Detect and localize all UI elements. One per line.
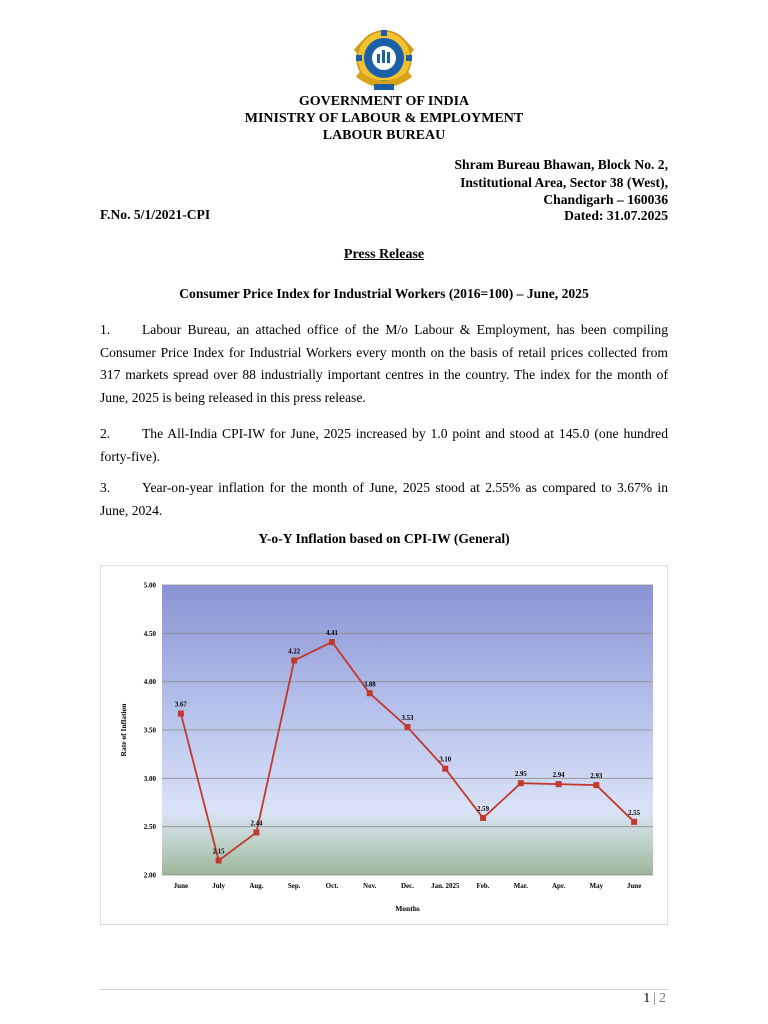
data-label: 2.44: [250, 820, 263, 828]
dated: Dated: 31.07.2025: [564, 208, 668, 223]
y-tick-label: 4.00: [143, 678, 156, 687]
y-tick-label: 5.00: [143, 581, 156, 590]
data-point-marker: [593, 782, 599, 788]
data-label: 2.15: [212, 848, 225, 856]
footer-rule: [100, 989, 668, 990]
data-label: 4.41: [326, 630, 338, 638]
y-tick-label: 4.50: [143, 629, 156, 638]
data-point-marker: [216, 858, 222, 864]
x-tick-label: Sep.: [287, 882, 301, 890]
header-government: GOVERNMENT OF INDIA: [298, 94, 470, 109]
data-point-marker: [253, 829, 259, 835]
address-line-2: Institutional Area, Sector 38 (West),: [460, 175, 668, 190]
x-tick-label: May: [589, 882, 604, 890]
data-label: 3.53: [401, 715, 414, 723]
paragraph-text: Year-on-year inflation for the month of June, 2025 stood at 2.55% as compared to 3.67% in June, 2024.: [100, 480, 668, 518]
data-point-marker: [329, 639, 335, 645]
data-point-marker: [178, 711, 184, 717]
paragraph-number: 2.: [100, 426, 111, 441]
data-point-marker: [442, 766, 448, 772]
file-number: F.No. 5/1/2021-CPI: [100, 207, 211, 222]
labour-bureau-emblem: [350, 22, 418, 94]
data-label: 2.59: [477, 805, 489, 813]
paragraph-text: Labour Bureau, an attached office of the M/o Labour & Employment, has been compiling Consumer Price Index for Industrial Workers every month on the basis of retail prices collected from 317 markets spread over 88 industrially important centres in the country. The index for the month of June, 2025 is being released in this press release.: [100, 322, 668, 405]
data-label: 3.10: [439, 756, 452, 764]
x-tick-label: Oct.: [325, 882, 339, 890]
data-point-marker: [405, 724, 411, 730]
header-bureau: LABOUR BUREAU: [322, 128, 446, 143]
x-tick-label: Jan. 2025: [431, 882, 460, 890]
data-label: 2.95: [514, 771, 527, 779]
y-axis-label: Rate of Inflation: [119, 703, 128, 757]
paragraph-2: [100, 423, 668, 468]
page-number: [643, 991, 666, 1007]
data-label: 2.93: [590, 773, 603, 781]
x-tick-label: Mar.: [513, 882, 528, 890]
header-ministry: MINISTRY OF LABOUR & EMPLOYMENT: [244, 111, 524, 126]
address-line-1: Shram Bureau Bhawan, Block No. 2,: [454, 157, 668, 172]
data-point-marker: [291, 657, 297, 663]
data-label: 4.22: [288, 648, 301, 656]
data-point-marker: [556, 781, 562, 787]
chart-heading: Y-o-Y Inflation based on CPI-IW (General): [258, 531, 510, 546]
x-tick-label: Feb.: [476, 882, 490, 890]
data-point-marker: [367, 690, 373, 696]
x-tick-label: July: [212, 882, 226, 890]
page-current: 1: [643, 991, 651, 1006]
data-label: 2.94: [552, 772, 565, 780]
x-tick-label: Nov.: [363, 882, 377, 890]
subject-line: Consumer Price Index for Industrial Workers (2016=100) – June, 2025: [179, 286, 589, 301]
x-tick-label: Dec.: [400, 882, 415, 890]
data-label: 3.88: [363, 681, 376, 689]
x-tick-label: Aug.: [249, 882, 264, 890]
x-axis-label: Months: [395, 904, 420, 913]
x-tick-label: June: [626, 882, 642, 890]
press-release-heading: Press Release: [343, 247, 425, 262]
paragraph-number: 3.: [100, 480, 111, 495]
paragraph-text: The All-India CPI-IW for June, 2025 increased by 1.0 point and stood at 145.0 (one hundred forty-five).: [100, 426, 668, 464]
y-tick-label: 2.50: [143, 823, 156, 832]
y-tick-label: 3.00: [143, 774, 156, 783]
page-total: 2: [659, 991, 666, 1006]
data-label: 2.55: [628, 809, 641, 817]
data-point-marker: [480, 815, 486, 821]
data-point-marker: [518, 780, 524, 786]
page-separator: |: [653, 991, 656, 1006]
data-point-marker: [631, 819, 637, 825]
paragraph-1: [100, 319, 668, 409]
y-tick-label: 3.50: [143, 726, 156, 735]
address-line-3: Chandigarh – 160036: [543, 192, 668, 207]
x-tick-label: Apr.: [551, 882, 566, 890]
paragraph-number: 1.: [100, 322, 111, 337]
y-tick-label: 2.00: [143, 871, 156, 880]
x-tick-label: June: [173, 882, 189, 890]
paragraph-3: [100, 477, 668, 522]
data-label: 3.67: [174, 701, 187, 709]
inflation-line-chart: [100, 565, 668, 925]
